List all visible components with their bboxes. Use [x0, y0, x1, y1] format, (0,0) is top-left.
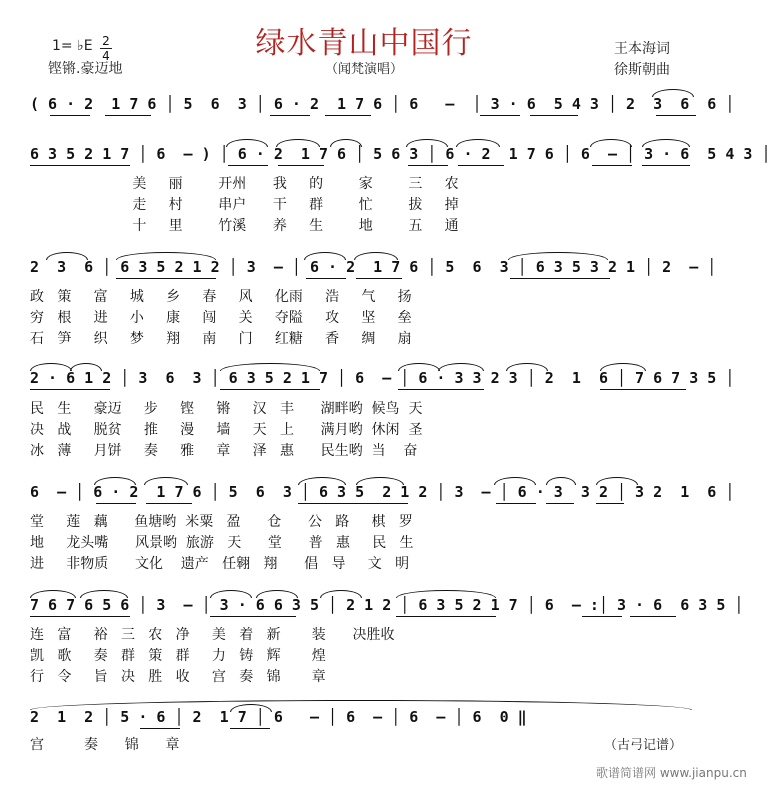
lyric-verse-3: 石 笋 织 梦 翔 南 门 红糖 香 绸 扇 — [30, 331, 412, 347]
lyric-verse-2: 穷 根 进 小 康 闯 关 夺隘 攻 坚 垒 — [30, 310, 412, 326]
notation-line: 2 · 6 1 2 │ 3 6 3 │ 6 3 5 2 1 7 │ 6 – │ 6 · 3 3 2 3 │ 2 1 6 │ 7 6 7 3 5 │ — [30, 369, 735, 387]
notation-line: 6 3 5 2 1 7 │ 6 – ) │ 6 · 2 1 7 6 │ 5 6 3 │ 6 · 2 1 7 6 │ 6 – │ 3 · 6 5 4 3 │ — [30, 145, 771, 163]
lyric-verse-3: 冰 薄 月饼 奏 雅 章 泽 惠 民生哟 当 奋 — [30, 443, 418, 459]
lyric-verse-1: 堂 莲 藕 鱼塘哟 米粟 盈 仓 公 路 棋 罗 — [30, 514, 413, 530]
notation-line: ( 6 · 2 1 7 6 │ 5 6 3 │ 6 · 2 1 7 6 │ 6 – │ 3 · 6 5 4 3 │ 2 3 6 6 │ — [30, 95, 735, 113]
lyricist-credit: 王本海词 — [614, 41, 670, 57]
notation-line: 6 – │ 6 · 2 1 7 6 │ 5 6 3 │ 6 3 5 2 1 2 │ 3 – │ 6 · 3 3 2 │ 3 2 1 6 │ — [30, 483, 735, 501]
performance-marking: 铿锵.豪迈地 — [48, 61, 123, 77]
lyric-verse-1: 政 策 富 城 乡 春 风 化雨 浩 气 扬 — [30, 289, 412, 305]
lyric-verse-1: 民 生 豪迈 步 铿 锵 汉 丰 湖畔哟 候鸟 天 — [30, 401, 423, 417]
lyric-verse-1: 美 丽 开州 我 的 家 三 农 — [30, 176, 459, 192]
lyric-verse-2: 地 龙头嘴 风景哟 旅游 天 堂 普 惠 民 生 — [30, 535, 414, 551]
lyric-verse-3: 进 非物质 文化 遗产 任翱 翔 倡 导 文 明 — [30, 556, 410, 572]
lyric-verse-3: 行 令 旨 决 胜 收 宫 奏 锦 章 — [30, 669, 326, 685]
notation-line: 2 3 6 │ 6 3 5 2 1 2 │ 3 – │ 6 · 2 1 7 6 │ 5 6 3 │ 6 3 5 3 2 1 │ 2 – │ — [30, 258, 717, 276]
lyric-verse-1: 宫 奏 锦 章 — [30, 737, 180, 753]
lyric-verse-3: 十 里 竹溪 养 生 地 五 通 — [30, 218, 459, 234]
singer-credit: （闻梵演唱） — [324, 62, 403, 77]
lyric-verse-2: 走 村 串户 干 群 忙 拔 掉 — [30, 197, 459, 213]
transcriber-credit: （古弓记谱） — [604, 738, 683, 753]
lyric-verse-2: 凯 歌 奏 群 策 群 力 铸 辉 煌 — [30, 648, 326, 664]
time-numerator: 2 — [102, 34, 110, 48]
time-denominator: 4 — [102, 49, 110, 63]
notation-line: 2 1 2 │ 5 · 6 │ 2 1 7 │ 6 – │ 6 – │ 6 – │ 6 0 ‖ — [30, 708, 527, 726]
notation-line: 7 6 7 6 5 6 │ 3 – │ 3 · 6 6 3 5 │ 2 1 2 │ 6 3 5 2 1 7 │ 6 – :│ 3 · 6 6 3 5 │ — [30, 596, 744, 614]
lyric-verse-1: 连 富 裕 三 农 净 美 着 新 装 决胜收 — [30, 627, 395, 643]
key-signature: 1= ♭E — [52, 38, 93, 54]
lyric-verse-2: 决 战 脱贫 推 漫 墙 天 上 满月哟 休闲 圣 — [30, 422, 423, 438]
composer-credit: 徐斯朝曲 — [614, 62, 670, 78]
site-watermark: 歌谱简谱网 www.jianpu.cn — [596, 766, 747, 780]
song-title: 绿水青山中国行 — [255, 26, 473, 61]
